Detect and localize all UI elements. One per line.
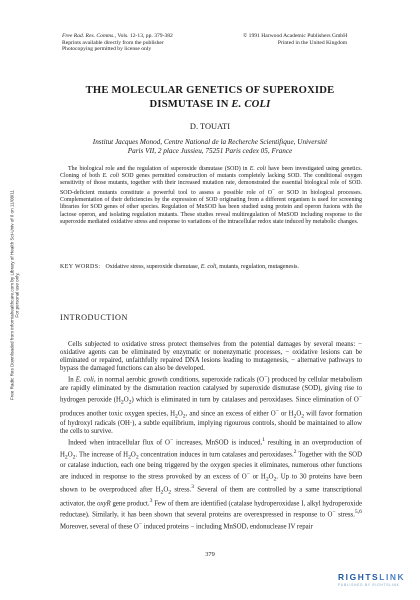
copyright-line: © 1991 Harwood Academic Publishers GmbH [243, 33, 348, 39]
text: O [177, 409, 183, 417]
rightslink-wordmark [338, 572, 405, 582]
text: , and since an excess of either O [185, 409, 276, 417]
text: induced proteins − including MnSOD, endonuclease IV repair [142, 523, 313, 531]
citation: 2 [293, 448, 297, 455]
subscript: 2 [182, 413, 186, 420]
subscript: 2 [72, 454, 76, 461]
superscript: − [246, 470, 250, 477]
abstract-text: The biological role and the regulation of superoxide dismutase (SOD) in [68, 166, 250, 172]
subscript: 2 [135, 454, 139, 461]
page-number: 379 [205, 551, 215, 558]
subscript: 2 [175, 413, 178, 420]
text: O [268, 472, 274, 480]
subscript: 2 [64, 454, 68, 461]
title-line-1: THE MOLECULAR GENETICS OF SUPEROXIDE [85, 85, 335, 96]
citation: 5,6 [354, 509, 362, 516]
subscript: 2 [128, 454, 131, 461]
text: . The increase of H [75, 451, 129, 459]
abstract-organism: E. coli [249, 166, 266, 172]
printed-line: Printed in the United Kingdom [277, 39, 348, 46]
paragraph-1: Cells subjected to oxidative stress protect themselves from the potential damages by several means: − oxidative agents can be eliminated by enzymatic or nonenzymatic processes, − oxidative lesions can be eliminated or repaired, unfaithfully repaired DNA lesions leading to mutagenesis, − alternative pathways to bypass the damaged functions can also be developed. [60, 341, 362, 373]
text: stress. [335, 511, 355, 519]
text: or H [278, 409, 294, 417]
text: O [163, 486, 169, 494]
superscript: − [275, 407, 279, 414]
subscript: 2 [301, 413, 305, 420]
rightslink-logo[interactable] [338, 570, 418, 594]
section-heading: INTRODUCTION [60, 313, 128, 322]
body-text [60, 341, 362, 531]
photocopy-note: Photocopying permitted by license only [62, 46, 152, 53]
text: Moreover, several of these O [60, 523, 139, 531]
text: produces another toxic oxygen species, H [60, 409, 176, 417]
article-title [40, 84, 380, 111]
rightslink-word-b: LINK [379, 572, 406, 582]
paragraph-2 [60, 373, 362, 436]
text: ) which is eliminated in turn by catalases and peroxidases. Since elimination of O [131, 396, 359, 404]
watermark-line-1: Free Radic Res Downloaded from informahealthcare.com by Library of Health Sci-Univ of Il on 11/08/11 [9, 189, 15, 401]
text: O [67, 451, 73, 459]
superscript: − [358, 393, 362, 400]
text: stress. [171, 486, 192, 494]
superscript: − [169, 437, 174, 444]
keywords-text: Oxidative stress, superoxide dismutase, [105, 264, 201, 270]
superscript: − [264, 374, 268, 381]
organism: E. coli [75, 376, 94, 384]
text: increases, MnSOD is induced, [173, 439, 263, 447]
text: ) produced by cellular metabolism are rapidly eliminated by the dismutation reaction catalysed by superoxide dismutase (SOD), giving rise to hydrogen peroxide (H [60, 376, 362, 404]
gene-name: oxyR [97, 500, 111, 508]
superscript: − [138, 520, 143, 527]
text: In [68, 376, 76, 384]
download-watermark-text [10, 130, 21, 460]
paragraph-3 [60, 436, 362, 531]
text: resulting in an overproduction of H [60, 439, 362, 459]
citation: 3 [191, 484, 195, 491]
author-affiliation [40, 138, 380, 156]
author-name: D. TOUATI [189, 122, 231, 131]
keywords-label: KEY WORDS: [60, 264, 101, 270]
keywords-text: , mutants, regulation, mutagenesis. [216, 264, 299, 270]
text: O [296, 409, 302, 417]
text: . Up to 30 proteins have been shown to be overproduced after H [60, 472, 362, 494]
text: O [123, 396, 129, 404]
affiliation-line-1: Institut Jacques Monod, Centre National de la Recherche Scientifique, Université [92, 138, 328, 146]
text: Several of them are controlled by a same transcriptional activator, the [60, 486, 362, 508]
reprints-note: Reprints available directly from the publisher [62, 39, 164, 46]
subscript: 2 [120, 399, 124, 406]
text: , in normal aerobic growth conditions, superoxide radicals (O [93, 376, 265, 384]
rightslink-word-a: RIGHTS [338, 572, 380, 582]
copyright-header [243, 33, 347, 46]
superscript: − [272, 188, 275, 194]
abstract [60, 166, 362, 226]
subscript: 2 [293, 413, 297, 420]
journal-volume: , Vols. 12-13, pp. 379-382 [114, 33, 173, 39]
title-line-2 [40, 98, 380, 112]
keywords-organism: E. coli [200, 264, 217, 270]
text: or H [249, 472, 266, 480]
title-organism: E. COLI [231, 98, 271, 110]
affiliation-line-2: Paris VII, 2 place Jussieu, 75251 Paris cedex 05, France [127, 147, 293, 155]
text: Few of them are identified (catalase hydroperoxidase I, alkyl hydroperoxide reductase). Similarly, it has been shown that several proteins are overexpressed in response to O [60, 500, 362, 519]
superscript: − [332, 509, 336, 516]
text: will favor formation of hydroxyl radicals (OH·), a subtle equilibrium, implying rigourous controls, should be maintained to allow the cells to survive. [60, 409, 362, 436]
rightslink-tagline: PUBLISHED BY RIGHTSLINK [338, 583, 400, 587]
journal-header [62, 33, 173, 53]
abstract-text: or SOD in biological processes. Complementation of their deficiencies by the expression of SOD originating from a different organism is used for screening libraries for SOD genes of other species. Regulation of MnSOD has been studied using protein and operon fusions with the lactose operon, and isolating regulation mutants. These studies reveal multiregulation of MnSOD including response to the superoxide mediated oxidative stress and response to variations of the intracellular redox state induced by metabolic changes. [60, 190, 362, 225]
text: Indeed when intracellular flux of O [68, 439, 170, 447]
text: Together with the SOD or catalase induction, each one being triggered by the oxygen species it eliminates, numerous other functions are induced in response to the stress provoked by an excess of O [60, 451, 362, 480]
abstract-text: SOD genes permitted construction of mutants completely lacking SOD. The conditional oxygen sensitivity of those mutants, together with their increased mutation rate, demonstrated the essential biological role of SOD. SOD-deficient mutants constitute a powerful tool to assess a possible role of O [60, 173, 363, 197]
subscript: 2 [160, 489, 164, 496]
abstract-organism: E. coli [102, 173, 120, 180]
subscript: 2 [273, 476, 277, 483]
citation: 3 [149, 498, 153, 505]
keywords [60, 264, 370, 270]
abstract-text: have been investigated using genetics. Cloning of both [60, 166, 362, 180]
subscript: 2 [128, 399, 132, 406]
citation: 1 [262, 437, 265, 444]
subscript: 2 [265, 476, 269, 483]
watermark-line-2: For personal use only. [15, 272, 20, 318]
text: gene product. [110, 500, 150, 508]
download-watermark [2, 130, 28, 460]
title-line-2-text: DISMUTASE IN [149, 98, 232, 110]
subscript: 2 [168, 489, 172, 496]
text: concentration induces in turn catalases and peroxidases. [138, 451, 294, 459]
journal-name: Free Rad. Res. Comms. [62, 33, 115, 39]
text: O [130, 451, 136, 459]
